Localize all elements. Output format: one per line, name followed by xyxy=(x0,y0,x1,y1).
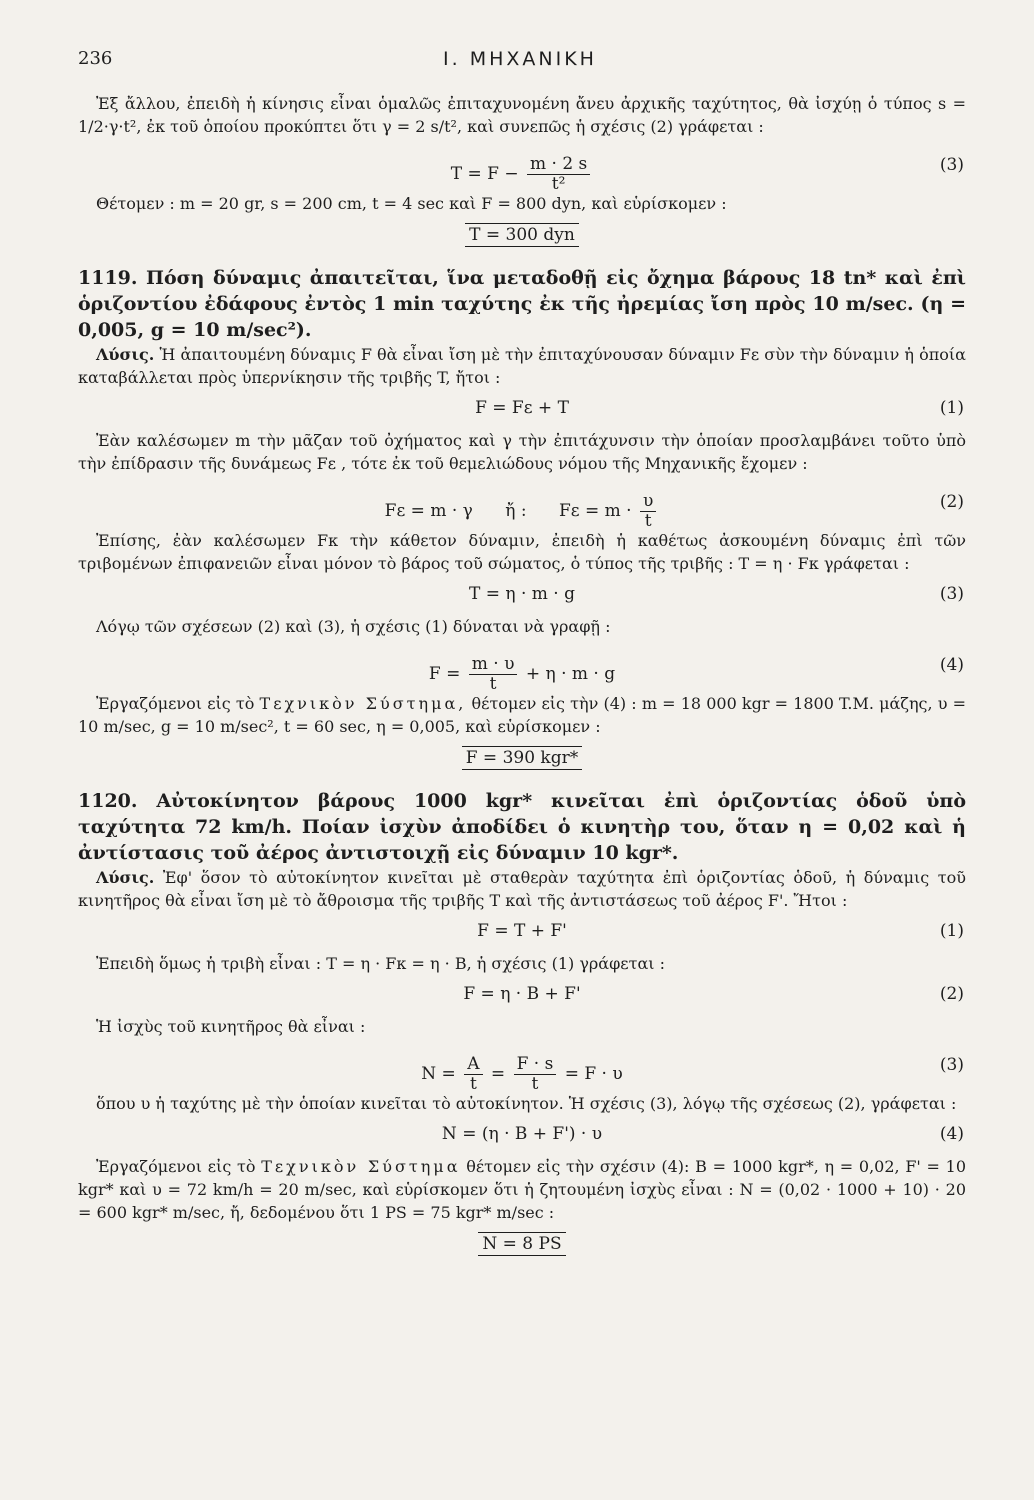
problem-1119-solution-p1 xyxy=(78,343,966,389)
running-title: I. ΜΗΧΑΝΙΚΗ xyxy=(443,48,597,70)
page-header xyxy=(78,48,962,74)
text: θέτομεν εἰς τὴν (4) : m = 18 000 kgr = 1800 T.M. μάζης, υ = 10 m/sec, g = 10 m/sec², t = 60 sec, η = 0,005, καὶ εὑρίσκομεν : xyxy=(78,694,967,736)
equation-number: (1) xyxy=(939,398,964,418)
problem-1120-solution-p3: Ἡ ἰσχὺς τοῦ κινητῆρος θὰ εἶναι : xyxy=(96,1017,366,1036)
fraction-denominator: t xyxy=(531,1074,539,1094)
fraction-numerator: F · s xyxy=(514,1055,557,1075)
eq-lhs: T = F − xyxy=(450,164,519,184)
result-value: T = 300 dyn xyxy=(465,223,579,247)
eq-lhs: Fε = m · γ ἤ : Fε = m · xyxy=(384,501,632,521)
fraction-numerator: m · υ xyxy=(469,655,518,675)
problem-1120-solution-p4: ὅπου υ ἡ ταχύτης μὲ τὴν ὁποίαν κινεῖται τὸ αὐτοκίνητον. Ἡ σχέσις (3), λόγῳ τῆς σχέσεως (2), γράφεται : xyxy=(96,1094,957,1113)
p1119-equation-2 xyxy=(78,475,966,529)
fraction xyxy=(527,155,590,194)
equation-body: F = Fε + T xyxy=(475,398,569,418)
page-number: 236 xyxy=(78,48,113,69)
fraction-denominator: t xyxy=(489,674,497,694)
problem-1119-solution-p2: Ἐὰν καλέσωμεν m τὴν μᾶζαν τοῦ ὀχήματος καὶ γ τὴν ἐπιτάχυνσιν τὴν ὁποίαν προσλαμβάνει τοῦτο ὑπὸ τὴν ἐπίδρασιν τῆς δυνάμεως Fε , τότε ἐκ τοῦ θεμελιώδους νόμου τῆς Μηχανικῆς ἔχομεν : xyxy=(78,431,966,473)
intro-equation-3 xyxy=(78,138,966,192)
equation-number: (1) xyxy=(939,921,964,941)
equation-number: (3) xyxy=(939,1055,964,1075)
p1119-equation-1 xyxy=(78,389,966,429)
p1120-equation-2 xyxy=(78,975,966,1015)
fraction xyxy=(469,655,518,694)
fraction-denominator: t² xyxy=(551,174,566,194)
fraction xyxy=(514,1055,557,1094)
fraction-denominator: t xyxy=(644,511,652,531)
equation-number: (2) xyxy=(939,984,964,1004)
fraction-denominator: t xyxy=(469,1074,477,1094)
intro-result xyxy=(78,215,966,253)
equation-number: (3) xyxy=(939,584,964,604)
p1120-equation-4 xyxy=(78,1115,966,1155)
result-value: N = 8 PS xyxy=(478,1232,565,1256)
solution-label: Λύσις. xyxy=(96,345,155,364)
p1119-result xyxy=(78,738,966,776)
p1119-equation-4 xyxy=(78,638,966,692)
solution-text: Ἐφ' ὅσον τὸ αὐτοκίνητον κινεῖται μὲ σταθερὰν ταχύτητα ἐπὶ ὁριζοντίας ὁδοῦ, ἡ δύναμις τοῦ κινητῆρος θὰ εἶναι ἴση μὲ τὸ ἄθροισμα τῆς τριβῆς T καὶ τῆς ἀντιστάσεως τοῦ ἀέρος F'. Ἤτοι : xyxy=(78,868,966,910)
intro-paragraph-2: Θέτομεν : m = 20 gr, s = 200 cm, t = 4 sec καὶ F = 800 dyn, καὶ εὑρίσκομεν : xyxy=(96,194,727,213)
solution-text: Ἡ ἀπαιτουμένη δύναμις F θὰ εἶναι ἴση μὲ τὴν ἐπιταχύνουσαν δύναμιν Fε σὺν τὴν δύναμιν ἡ ὁποία καταβάλλεται πρὸς ὑπερνίκησιν τῆς τριβῆς T, ἤτοι : xyxy=(78,345,966,387)
equation-number: (4) xyxy=(939,1124,964,1144)
equation-number: (3) xyxy=(939,155,964,175)
fraction xyxy=(464,1055,482,1094)
p1120-result xyxy=(78,1224,966,1262)
fraction xyxy=(640,492,656,531)
equation-body: F = η · B + F' xyxy=(463,984,581,1004)
fraction-numerator: υ xyxy=(640,492,656,512)
problem-1120-statement: 1120. Αὐτοκίνητον βάρους 1000 kgr* κινεῖται ἐπὶ ὁριζοντίας ὁδοῦ ὑπὸ ταχύτητα 72 km/h. Ποίαν ἰσχὺν ἀποδίδει ὁ κινητὴρ του, ὅταν η = 0,02 καὶ ἡ ἀντίστασις τοῦ ἀέρος ἀντιστοιχῇ εἰς δύναμιν 10 kgr*. xyxy=(78,790,966,864)
solution-label: Λύσις. xyxy=(96,868,155,887)
spaced-term: Τεχνικὸν Σύστημα, xyxy=(259,694,467,713)
problem-1120-solution-p2: Ἐπειδὴ ὅμως ἡ τριβὴ εἶναι : T = η · Fκ = η · B, ἡ σχέσις (1) γράφεται : xyxy=(96,954,665,973)
text: Ἐργαζόμενοι εἰς τὸ xyxy=(96,1157,256,1176)
p1119-equation-3 xyxy=(78,575,966,615)
problem-1119-statement: 1119. Πόση δύναμις ἀπαιτεῖται, ἵνα μεταδοθῇ εἰς ὄχημα βάρους 18 tn* καὶ ἐπὶ ὁριζοντίου ἐδάφους ἐντὸς 1 min ταχύτης ἐκ τῆς ἠρεμίας ἴση πρὸς 10 m/sec. (η = 0,005, g = 10 m/sec²). xyxy=(78,267,966,341)
eq-rhs: = F · υ xyxy=(564,1064,623,1084)
text: Ἐργαζόμενοι εἰς τὸ xyxy=(96,694,255,713)
equation-body: F = T + F' xyxy=(477,921,567,941)
problem-1119-solution-p5 xyxy=(78,692,966,738)
p1120-equation-1 xyxy=(78,912,966,952)
problem-1119-solution-p4: Λόγῳ τῶν σχέσεων (2) καὶ (3), ἡ σχέσις (1) δύναται νὰ γραφῇ : xyxy=(96,617,611,636)
fraction-numerator: m · 2 s xyxy=(527,155,590,175)
equation-body: N = (η · B + F') · υ xyxy=(441,1124,603,1144)
eq-lhs: F = xyxy=(428,664,461,684)
text: θέτομεν εἰς τὴν σχέσιν (4): B = 1000 kgr*, η = 0,02, F' = 10 kgr* καὶ υ = 72 km/h = 20 m/sec, καὶ εὑρίσκομεν ὅτι ἡ ζητουμένη ἰσχὺς εἶναι : N = (0,02 · 1000 + 10) · 20 = 600 kgr* m/sec, ἤ, δεδομένου ὅτι 1 PS = 75 kgr* m/sec : xyxy=(78,1157,967,1222)
problem-1119-solution-p3: Ἐπίσης, ἐὰν καλέσωμεν Fκ τὴν κάθετον δύναμιν, ἐπειδὴ ἡ καθέτως ἀσκουμένη δύναμις ἐπὶ τῶν τριβομένων ἐπιφανειῶν εἶναι μόνον τὸ βάρος τοῦ σώματος, ὁ τύπος τῆς τριβῆς : T = η · Fκ γράφεται : xyxy=(78,531,966,573)
equation-body: T = η · m · g xyxy=(468,584,575,604)
result-value: F = 390 kgr* xyxy=(462,746,583,770)
fraction-numerator: A xyxy=(464,1055,482,1075)
p1120-equation-3 xyxy=(78,1038,966,1092)
eq-rhs: + η · m · g xyxy=(525,664,616,684)
equation-number: (4) xyxy=(939,655,964,675)
eq-lhs: N = xyxy=(421,1064,456,1084)
problem-1120-solution-p5 xyxy=(78,1155,966,1224)
equation-number: (2) xyxy=(939,492,964,512)
problem-1120-solution-p1 xyxy=(78,866,966,912)
page-content xyxy=(78,92,966,1262)
spaced-term: Τεχνικὸν Σύστημα xyxy=(261,1157,461,1176)
intro-paragraph-1: Ἐξ ἄλλου, ἐπειδὴ ἡ κίνησις εἶναι ὁμαλῶς ἐπιταχυνομένη ἄνευ ἀρχικῆς ταχύτητος, θὰ ἰσχύῃ ὁ τύπος s = 1/2·γ·t², ἐκ τοῦ ὁποίου προκύπτει ὅτι γ = 2 s/t², καὶ συνεπῶς ἡ σχέσις (2) γράφεται : xyxy=(78,94,966,136)
eq-sign: = xyxy=(490,1064,506,1084)
